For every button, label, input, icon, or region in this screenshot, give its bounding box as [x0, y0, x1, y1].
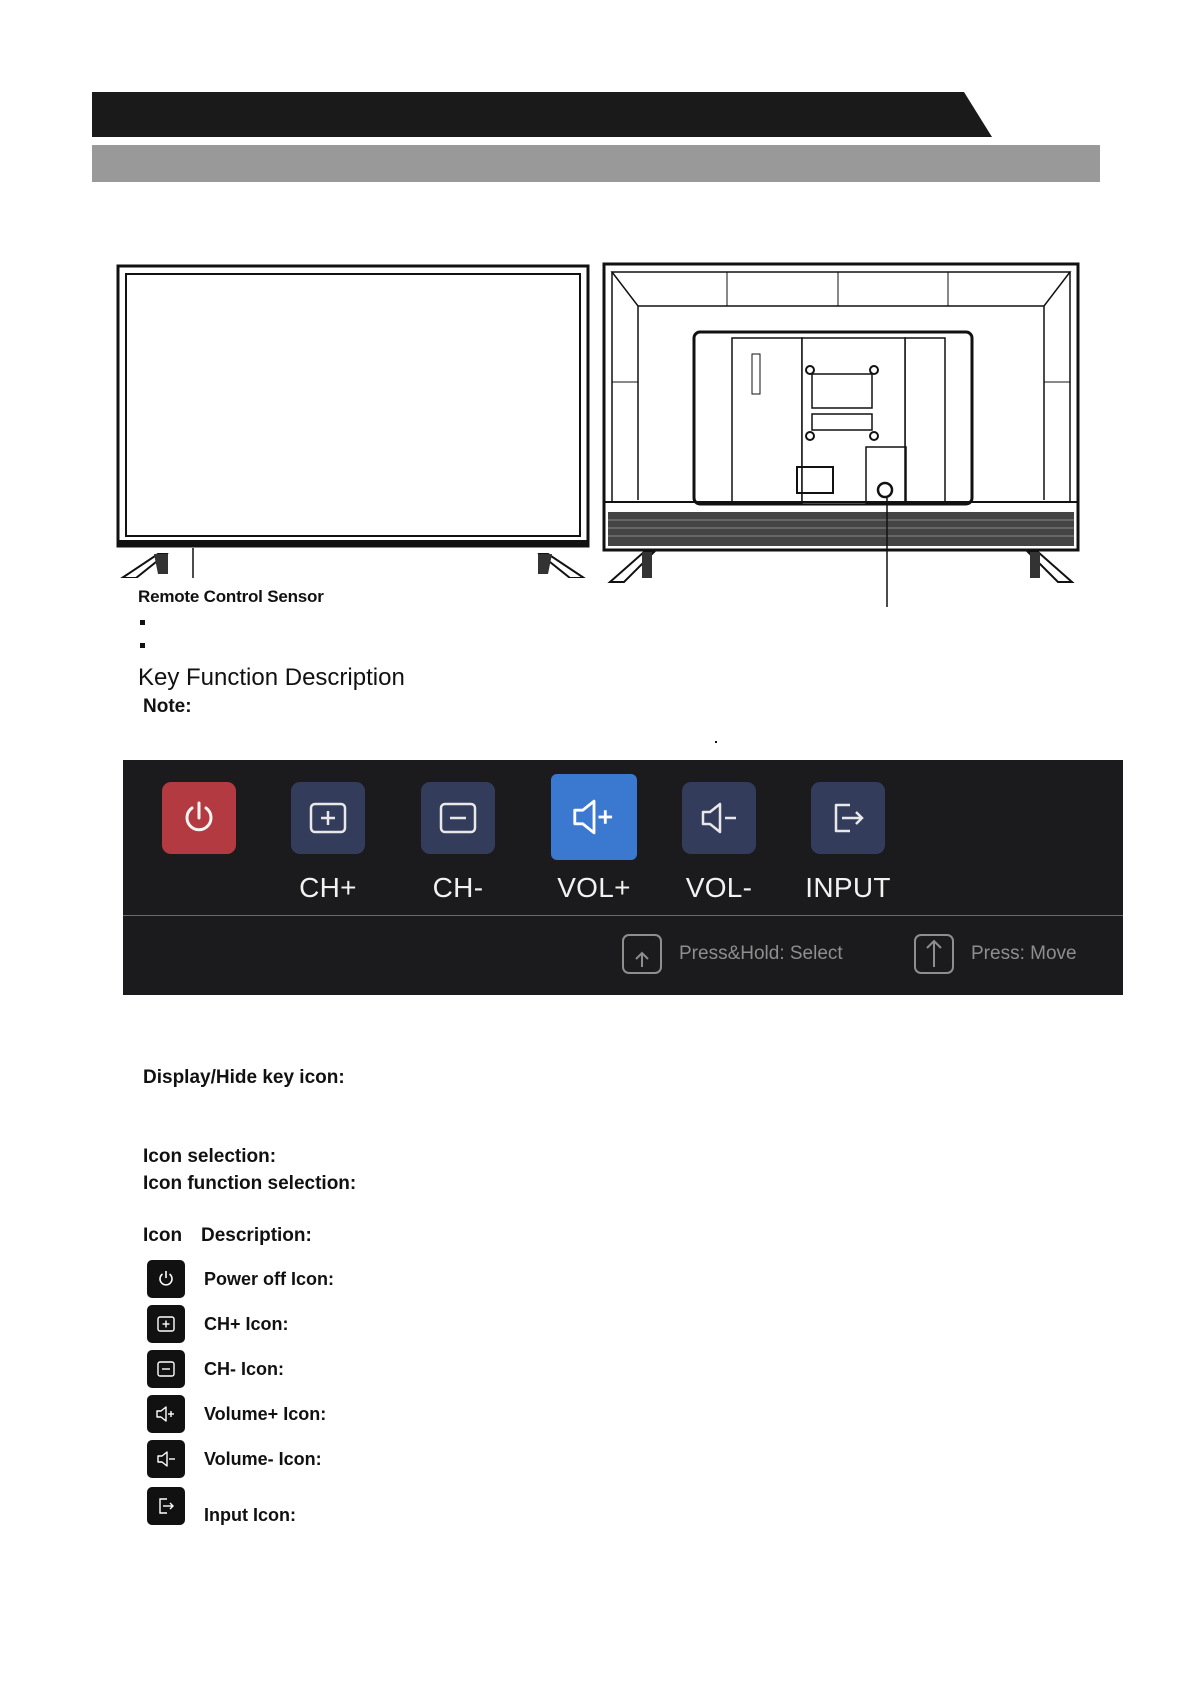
key-function-title: Key Function Description — [138, 664, 405, 691]
volume-minus-icon — [147, 1440, 185, 1478]
ch-minus-label: CH- — [432, 872, 484, 903]
ch-plus-key-button[interactable] — [291, 782, 365, 854]
icon-function-selection-label: Icon function selection: — [143, 1173, 357, 1194]
header-black-bar — [92, 92, 992, 137]
bullet-dot — [140, 620, 145, 625]
press-move-hint: Press: Move — [971, 943, 1077, 964]
input-icon — [147, 1487, 185, 1525]
input-icon — [825, 795, 871, 841]
tv-back-illustration — [602, 262, 1080, 607]
stray-dot — [715, 741, 717, 743]
ch-plus-icon — [147, 1305, 185, 1343]
volume-minus-icon — [696, 795, 742, 841]
key-panel — [123, 760, 1123, 995]
power-icon — [147, 1260, 185, 1298]
bullet-dot — [140, 643, 145, 648]
power-key-button[interactable] — [162, 782, 236, 854]
input-icon-description: Input Icon: — [204, 1505, 296, 1525]
volume-plus-icon — [568, 791, 620, 843]
press-move-icon — [913, 933, 955, 975]
icon-selection-label: Icon selection: — [143, 1146, 277, 1167]
volume-plus-icon — [147, 1395, 185, 1433]
power-icon — [176, 795, 222, 841]
icon-column-heading: Icon — [143, 1225, 183, 1246]
input-label: INPUT — [805, 872, 891, 903]
press-hold-icon — [621, 933, 663, 975]
ch-minus-icon — [147, 1350, 185, 1388]
ch-plus-icon — [305, 795, 351, 841]
ch-plus-icon-description: CH+ Icon: — [204, 1314, 289, 1334]
ch-minus-icon — [435, 795, 481, 841]
input-key-button[interactable] — [811, 782, 885, 854]
vol-minus-label: VOL- — [685, 872, 753, 903]
panel-divider — [123, 915, 1123, 916]
ch-plus-label: CH+ — [299, 872, 357, 903]
ch-minus-icon-description: CH- Icon: — [204, 1359, 284, 1379]
note-label: Note: — [143, 696, 192, 717]
vol-minus-key-button[interactable] — [682, 782, 756, 854]
display-hide-label: Display/Hide key icon: — [143, 1067, 345, 1088]
remote-control-sensor-label: Remote Control Sensor — [138, 587, 324, 606]
vol-plus-label: VOL+ — [557, 872, 631, 903]
volume-plus-icon-description: Volume+ Icon: — [204, 1404, 327, 1424]
volume-minus-icon-description: Volume- Icon: — [204, 1449, 322, 1469]
description-column-heading: Description: — [201, 1225, 312, 1246]
power-icon-description: Power off Icon: — [204, 1269, 334, 1289]
press-hold-hint: Press&Hold: Select — [679, 943, 843, 964]
ch-minus-key-button[interactable] — [421, 782, 495, 854]
header-grey-bar — [92, 145, 1100, 182]
vol-plus-key-button[interactable] — [551, 774, 637, 860]
tv-front-illustration — [112, 262, 594, 578]
